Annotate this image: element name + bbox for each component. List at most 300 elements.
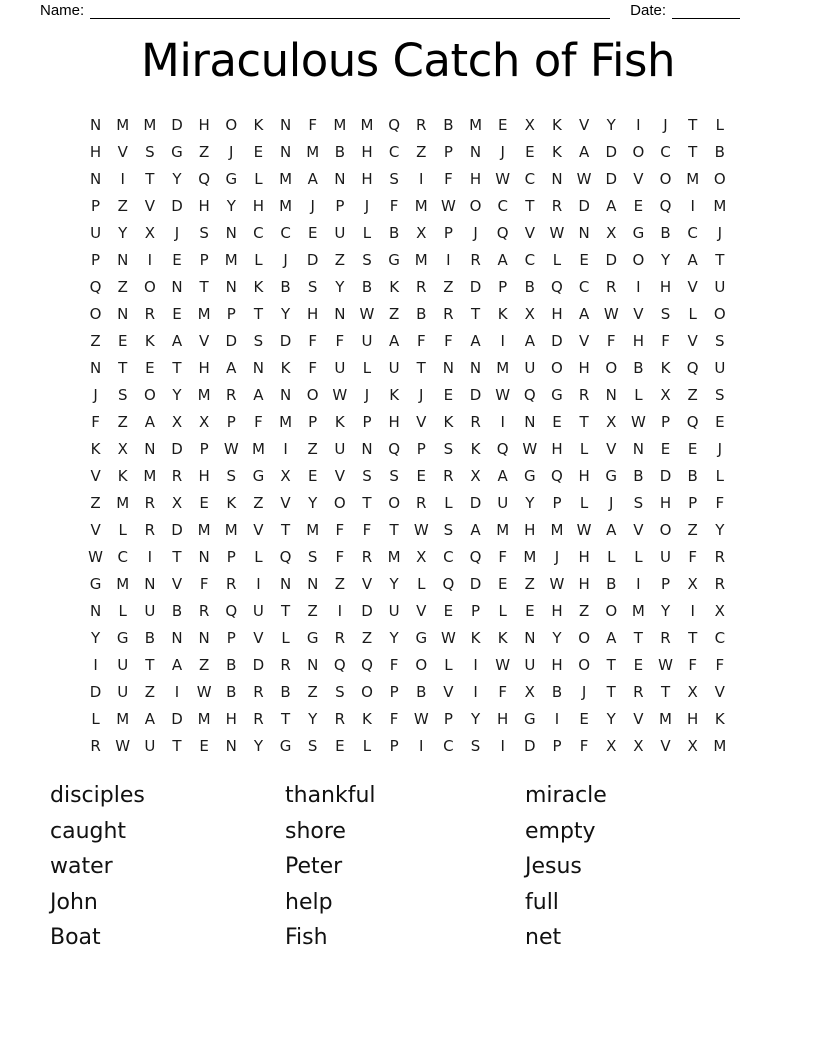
name-fill-line xyxy=(90,3,610,19)
grid-cell: F xyxy=(199,574,209,593)
grid-cell: V xyxy=(633,169,644,188)
grid-cell: Z xyxy=(253,493,264,512)
grid-cell: Q xyxy=(89,277,102,296)
grid-cell: N xyxy=(524,628,536,647)
grid-cell: H xyxy=(198,115,210,134)
grid-cell: C xyxy=(253,223,264,242)
grid-cell: V xyxy=(443,682,454,701)
grid-cell: M xyxy=(197,709,211,728)
grid-cell: Z xyxy=(416,142,427,161)
grid-cell: N xyxy=(524,412,536,431)
grid-cell: G xyxy=(632,223,645,242)
grid-cell: S xyxy=(389,466,399,485)
grid-cell: O xyxy=(578,655,590,674)
grid-cell: O xyxy=(89,304,102,323)
grid-cell: K xyxy=(144,331,155,350)
grid-cell: N xyxy=(279,574,292,593)
grid-cell: Y xyxy=(606,115,616,134)
grid-cell: T xyxy=(280,601,291,620)
grid-cell: R xyxy=(144,304,156,323)
grid-row xyxy=(82,462,733,489)
grid-cell: Q xyxy=(496,439,509,458)
grid-cell: Q xyxy=(686,358,699,377)
grid-cell: A xyxy=(524,331,535,350)
grid-cell: V xyxy=(144,196,155,215)
grid-cell: F xyxy=(335,520,345,539)
word-list-item: full xyxy=(525,889,559,915)
grid-cell: M xyxy=(333,115,347,134)
grid-cell: D xyxy=(469,277,482,296)
grid-cell: V xyxy=(199,331,210,350)
grid-cell: P xyxy=(226,304,236,323)
grid-cell: X xyxy=(171,493,183,512)
grid-cell: N xyxy=(198,628,210,647)
grid-cell: K xyxy=(497,628,508,647)
name-label: Name: xyxy=(40,2,85,19)
grid-cell: M xyxy=(116,574,130,593)
grid-row xyxy=(82,624,733,651)
grid-cell: C xyxy=(687,223,698,242)
grid-cell: T xyxy=(172,547,182,566)
grid-cell: N xyxy=(578,223,590,242)
grid-cell: U xyxy=(90,223,102,242)
grid-cell: L xyxy=(715,115,724,134)
grid-cell: M xyxy=(143,466,157,485)
grid-cell: H xyxy=(252,196,265,215)
grid-cell: J xyxy=(419,385,424,404)
grid-cell: E xyxy=(307,223,318,242)
grid-cell: T xyxy=(362,493,372,512)
grid-cell: R xyxy=(334,628,346,647)
grid-cell: B xyxy=(226,682,237,701)
grid-cell: T xyxy=(280,709,291,728)
grid-cell: B xyxy=(687,466,698,485)
grid-cell: O xyxy=(333,493,346,512)
grid-cell: T xyxy=(253,304,263,323)
grid-cell: Y xyxy=(660,601,671,620)
grid-cell: R xyxy=(578,385,590,404)
grid-cell: B xyxy=(660,223,671,242)
grid-cell: M xyxy=(523,547,537,566)
grid-cell: G xyxy=(415,628,428,647)
grid-cell: S xyxy=(660,304,671,323)
grid-cell: D xyxy=(252,655,265,674)
grid-cell: H xyxy=(551,439,563,458)
grid-cell: P xyxy=(552,736,562,755)
grid-cell: E xyxy=(307,466,318,485)
grid-cell: G xyxy=(306,628,319,647)
grid-cell: E xyxy=(145,358,155,377)
grid-cell: O xyxy=(388,493,401,512)
grid-cell: M xyxy=(197,304,211,323)
grid-cell: W xyxy=(549,223,565,242)
grid-cell: M xyxy=(116,493,130,512)
grid-cell: G xyxy=(171,142,183,161)
grid-cell: Y xyxy=(715,520,725,539)
word-list-item: Boat xyxy=(50,925,101,950)
grid-cell: L xyxy=(607,547,616,566)
grid-cell: H xyxy=(551,655,563,674)
grid-cell: H xyxy=(659,493,672,512)
grid-cell: E xyxy=(443,601,454,620)
grid-cell: N xyxy=(117,250,129,269)
grid-cell: N xyxy=(89,601,102,620)
grid-cell: P xyxy=(226,547,236,566)
grid-cell: N xyxy=(89,358,102,377)
grid-cell: O xyxy=(632,142,645,161)
grid-cell: Y xyxy=(525,493,535,512)
grid-cell: F xyxy=(416,331,426,350)
grid-cell: V xyxy=(633,304,644,323)
grid-cell: E xyxy=(579,250,589,269)
grid-cell: T xyxy=(416,358,426,377)
grid-cell: Z xyxy=(334,250,345,269)
grid-cell: X xyxy=(416,547,427,566)
grid-cell: U xyxy=(714,277,726,296)
grid-cell: A xyxy=(144,412,155,431)
grid-cell: K xyxy=(497,304,508,323)
grid-cell: V xyxy=(361,574,373,593)
grid-cell: D xyxy=(171,196,183,215)
grid-cell: K xyxy=(470,439,481,458)
grid-cell: F xyxy=(389,196,399,215)
grid-cell: P xyxy=(362,412,372,431)
grid-cell: T xyxy=(280,520,291,539)
grid-cell: R xyxy=(90,736,101,755)
grid-cell: R xyxy=(416,115,427,134)
grid-cell: V xyxy=(90,466,101,485)
grid-cell: S xyxy=(443,439,454,458)
grid-cell: S xyxy=(199,223,209,242)
grid-cell: J xyxy=(229,142,234,161)
grid-cell: A xyxy=(497,466,508,485)
grid-cell: Q xyxy=(388,115,401,134)
grid-cell: N xyxy=(632,439,644,458)
grid-cell: C xyxy=(524,169,536,188)
grid-cell: S xyxy=(335,682,345,701)
grid-cell: O xyxy=(713,304,726,323)
grid-cell: B xyxy=(633,466,644,485)
grid-cell: Z xyxy=(307,682,318,701)
grid-cell: I xyxy=(419,736,424,755)
grid-cell: I xyxy=(419,169,424,188)
grid-cell: H xyxy=(524,520,536,539)
grid-row xyxy=(82,408,733,435)
grid-cell: A xyxy=(606,520,617,539)
grid-row xyxy=(82,435,733,462)
grid-row xyxy=(82,246,733,273)
grid-cell: L xyxy=(634,385,643,404)
grid-cell: Y xyxy=(226,196,236,215)
grid-cell: U xyxy=(388,601,400,620)
grid-cell: W xyxy=(603,304,619,323)
grid-cell: N xyxy=(144,574,156,593)
grid-cell: E xyxy=(633,196,644,215)
grid-cell: N xyxy=(307,574,319,593)
grid-cell: J xyxy=(609,493,614,512)
grid-cell: I xyxy=(147,547,153,566)
grid-cell: J xyxy=(663,115,668,134)
grid-cell: J xyxy=(500,142,505,161)
grid-cell: O xyxy=(659,520,672,539)
grid-cell: B xyxy=(633,358,644,377)
grid-cell: K xyxy=(226,493,237,512)
grid-cell: E xyxy=(172,250,182,269)
grid-cell: P xyxy=(199,250,209,269)
grid-cell: X xyxy=(144,223,155,242)
grid-cell: M xyxy=(306,520,320,539)
grid-cell: Q xyxy=(198,169,211,188)
grid-cell: O xyxy=(605,358,618,377)
grid-cell: M xyxy=(279,169,293,188)
grid-cell: M xyxy=(414,250,428,269)
grid-cell: Y xyxy=(552,628,562,647)
grid-cell: N xyxy=(307,655,319,674)
grid-cell: T xyxy=(633,628,643,647)
grid-cell: V xyxy=(633,709,644,728)
grid-cell: G xyxy=(116,628,129,647)
grid-cell: L xyxy=(498,601,507,620)
grid-cell: Z xyxy=(687,520,698,539)
grid-cell: E xyxy=(497,115,508,134)
grid-cell: S xyxy=(443,520,454,539)
grid-cell: B xyxy=(606,574,617,593)
grid-cell: P xyxy=(389,682,399,701)
grid-cell: Z xyxy=(307,439,318,458)
grid-cell: Q xyxy=(279,547,292,566)
grid-cell: W xyxy=(413,709,429,728)
grid-cell: E xyxy=(715,412,725,431)
grid-cell: R xyxy=(714,574,726,593)
grid-cell: S xyxy=(307,547,318,566)
grid-cell: Z xyxy=(334,574,345,593)
grid-cell: F xyxy=(335,331,345,350)
grid-cell: N xyxy=(469,358,482,377)
grid-cell: V xyxy=(280,493,291,512)
word-list-item: net xyxy=(525,925,562,950)
grid-cell: D xyxy=(605,142,618,161)
grid-cell: N xyxy=(144,439,156,458)
grid-cell: U xyxy=(334,358,346,377)
grid-cell: L xyxy=(91,709,100,728)
grid-cell: R xyxy=(470,412,481,431)
grid-cell: M xyxy=(306,142,320,161)
grid-cell: E xyxy=(416,466,426,485)
grid-cell: D xyxy=(361,601,373,620)
grid-cell: P xyxy=(552,493,562,512)
grid-cell: Y xyxy=(253,736,263,755)
grid-cell: M xyxy=(279,412,293,431)
grid-cell: K xyxy=(280,358,291,377)
grid-cell: I xyxy=(500,331,505,350)
grid-cell: Q xyxy=(523,385,536,404)
grid-cell: E xyxy=(443,385,454,404)
grid-cell: Y xyxy=(90,628,101,647)
grid-cell: P xyxy=(226,412,236,431)
grid-cell: E xyxy=(117,331,128,350)
grid-cell: O xyxy=(415,655,428,674)
grid-cell: H xyxy=(469,169,482,188)
grid-cell: H xyxy=(198,358,210,377)
grid-cell: C xyxy=(280,223,291,242)
grid-cell: Y xyxy=(308,493,318,512)
grid-cell: R xyxy=(171,466,183,485)
grid-cell: I xyxy=(120,169,125,188)
grid-cell: I xyxy=(147,250,153,269)
grid-cell: C xyxy=(578,277,590,296)
grid-cell: E xyxy=(199,736,209,755)
grid-cell: R xyxy=(633,682,644,701)
grid-cell: G xyxy=(252,466,265,485)
grid-cell: K xyxy=(660,358,671,377)
grid-cell: Y xyxy=(308,709,318,728)
grid-cell: V xyxy=(171,574,183,593)
grid-cell: N xyxy=(279,385,292,404)
grid-cell: S xyxy=(307,277,318,296)
grid-cell: W xyxy=(359,304,375,323)
grid-cell: I xyxy=(337,601,343,620)
grid-row xyxy=(82,489,733,516)
grid-cell: P xyxy=(688,493,698,512)
grid-cell: F xyxy=(254,412,263,431)
grid-cell: W xyxy=(495,169,511,188)
grid-cell: H xyxy=(198,196,210,215)
grid-cell: X xyxy=(606,412,617,431)
grid-cell: Y xyxy=(172,169,182,188)
grid-cell: A xyxy=(470,520,481,539)
grid-cell: R xyxy=(660,628,671,647)
grid-cell: H xyxy=(388,412,400,431)
grid-row xyxy=(82,111,733,138)
grid-row xyxy=(82,570,733,597)
grid-cell: H xyxy=(632,331,645,350)
grid-cell: Z xyxy=(144,682,155,701)
grid-cell: M xyxy=(143,115,157,134)
grid-cell: A xyxy=(578,304,590,323)
grid-cell: M xyxy=(631,601,645,620)
grid-cell: X xyxy=(524,115,535,134)
grid-cell: F xyxy=(661,331,670,350)
grid-cell: H xyxy=(361,142,373,161)
grid-cell: V xyxy=(714,682,725,701)
grid-cell: E xyxy=(525,601,535,620)
grid-cell: G xyxy=(524,709,536,728)
grid-cell: X xyxy=(633,736,644,755)
grid-cell: D xyxy=(225,331,238,350)
grid-cell: R xyxy=(606,277,617,296)
grid-cell: O xyxy=(713,169,726,188)
grid-cell: Z xyxy=(388,304,400,323)
grid-cell: S xyxy=(253,331,264,350)
grid-cell: X xyxy=(524,682,535,701)
grid-cell: S xyxy=(715,385,725,404)
grid-cell: T xyxy=(606,682,616,701)
grid-cell: U xyxy=(144,736,156,755)
grid-cell: W xyxy=(115,736,131,755)
grid-cell: U xyxy=(524,655,536,674)
grid-cell: X xyxy=(606,223,617,242)
grid-cell: V xyxy=(90,520,101,539)
date-label: Date: xyxy=(630,2,666,19)
grid-cell: Z xyxy=(117,196,128,215)
grid-cell: D xyxy=(89,682,102,701)
grid-cell: B xyxy=(226,655,237,674)
grid-cell: U xyxy=(117,682,129,701)
word-list-item: disciples xyxy=(50,783,145,808)
grid-cell: A xyxy=(497,250,508,269)
grid-cell: D xyxy=(171,520,183,539)
grid-cell: B xyxy=(334,142,345,161)
grid-cell: C xyxy=(497,196,508,215)
grid-cell: L xyxy=(634,547,643,566)
grid-cell: W xyxy=(196,682,212,701)
grid-cell: R xyxy=(714,547,726,566)
grid-cell: O xyxy=(632,250,645,269)
grid-cell: P xyxy=(308,412,318,431)
grid-cell: Y xyxy=(118,223,128,242)
grid-cell: P xyxy=(443,142,453,161)
grid-cell: S xyxy=(389,169,399,188)
grid-cell: T xyxy=(660,682,671,701)
grid-cell: D xyxy=(171,439,183,458)
grid-cell: B xyxy=(714,142,725,161)
grid-cell: L xyxy=(118,520,127,539)
grid-cell: W xyxy=(495,385,511,404)
grid-cell: L xyxy=(417,574,426,593)
grid-cell: T xyxy=(525,196,535,215)
grid-cell: H xyxy=(551,601,563,620)
grid-cell: J xyxy=(717,223,723,242)
grid-cell: E xyxy=(633,655,644,674)
grid-cell: C xyxy=(443,547,454,566)
grid-cell: E xyxy=(660,439,671,458)
date-fill-line xyxy=(672,3,740,19)
grid-cell: D xyxy=(605,250,618,269)
grid-cell: F xyxy=(308,358,318,377)
grid-cell: H xyxy=(551,304,563,323)
grid-cell: A xyxy=(606,628,617,647)
grid-cell: V xyxy=(416,412,427,431)
grid-cell: A xyxy=(253,385,264,404)
grid-cell: M xyxy=(360,115,374,134)
grid-cell: A xyxy=(171,655,183,674)
grid-cell: M xyxy=(713,736,727,755)
grid-cell: M xyxy=(659,709,672,728)
grid-cell: N xyxy=(334,304,346,323)
grid-cell: B xyxy=(280,682,291,701)
grid-cell: W xyxy=(88,547,103,566)
grid-cell: Y xyxy=(606,709,616,728)
grid-cell: I xyxy=(636,574,641,593)
grid-cell: B xyxy=(524,277,535,296)
grid-cell: N xyxy=(225,277,237,296)
grid-cell: J xyxy=(364,385,370,404)
grid-cell: M xyxy=(224,250,238,269)
grid-cell: K xyxy=(714,709,725,728)
grid-cell: F xyxy=(579,736,589,755)
grid-cell: Y xyxy=(335,277,345,296)
grid-cell: H xyxy=(578,547,590,566)
grid-cell: A xyxy=(470,331,481,350)
grid-cell: P xyxy=(471,601,481,620)
grid-cell: C xyxy=(117,547,128,566)
word-list xyxy=(50,778,745,956)
grid-cell: F xyxy=(498,682,507,701)
grid-cell: W xyxy=(549,574,565,593)
grid-cell: O xyxy=(605,601,618,620)
grid-cell: H xyxy=(659,277,672,296)
word-list-item: John xyxy=(50,889,98,915)
